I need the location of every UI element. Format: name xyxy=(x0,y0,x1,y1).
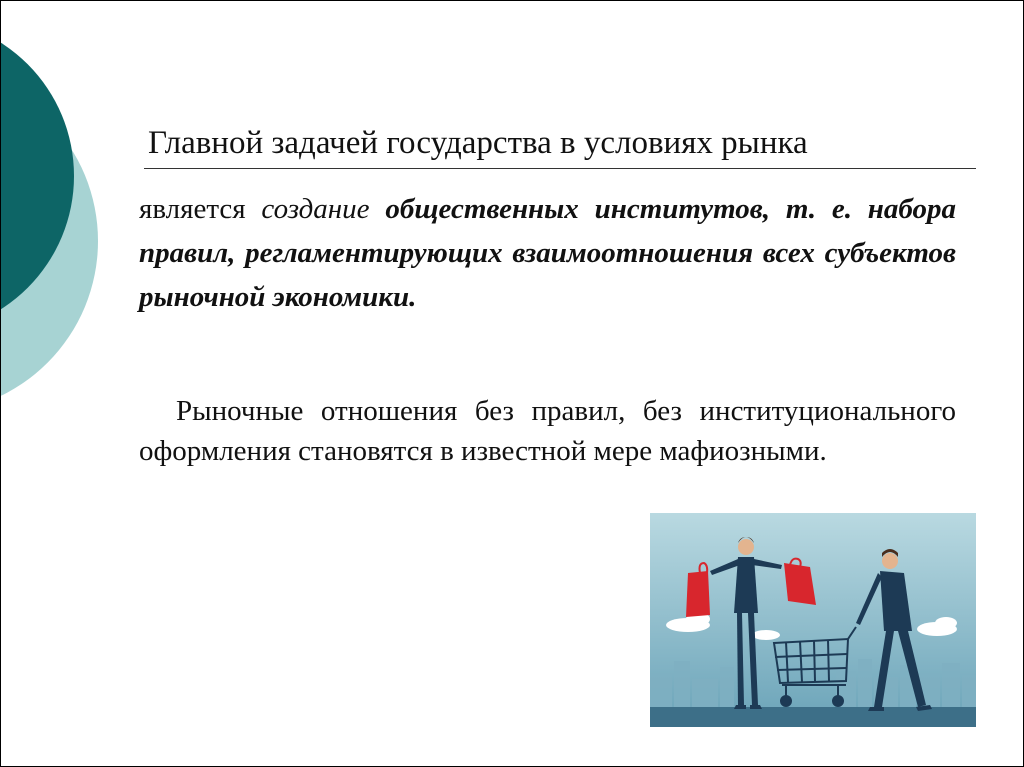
slide-title: Главной задачей государства в условиях рынка xyxy=(148,125,808,161)
ground xyxy=(650,707,976,727)
paragraph1-italic: создание xyxy=(261,193,370,225)
shopping-cart-couple-illustration xyxy=(650,513,976,727)
paragraph-market-relations: Рыночные отношения без правил, без институционального оформления становятся в известной мере мафиозными. xyxy=(139,395,956,467)
paragraph1-bold-italic: общественных институтов, т. е. набора правил, регламентирующих взаимоотношения всех субъектов рыночной экономики. xyxy=(139,193,956,313)
decorative-circles xyxy=(1,1,111,421)
title-divider xyxy=(144,168,976,169)
paragraph1-lead: является xyxy=(139,193,262,225)
paragraph-institutions xyxy=(139,187,956,319)
